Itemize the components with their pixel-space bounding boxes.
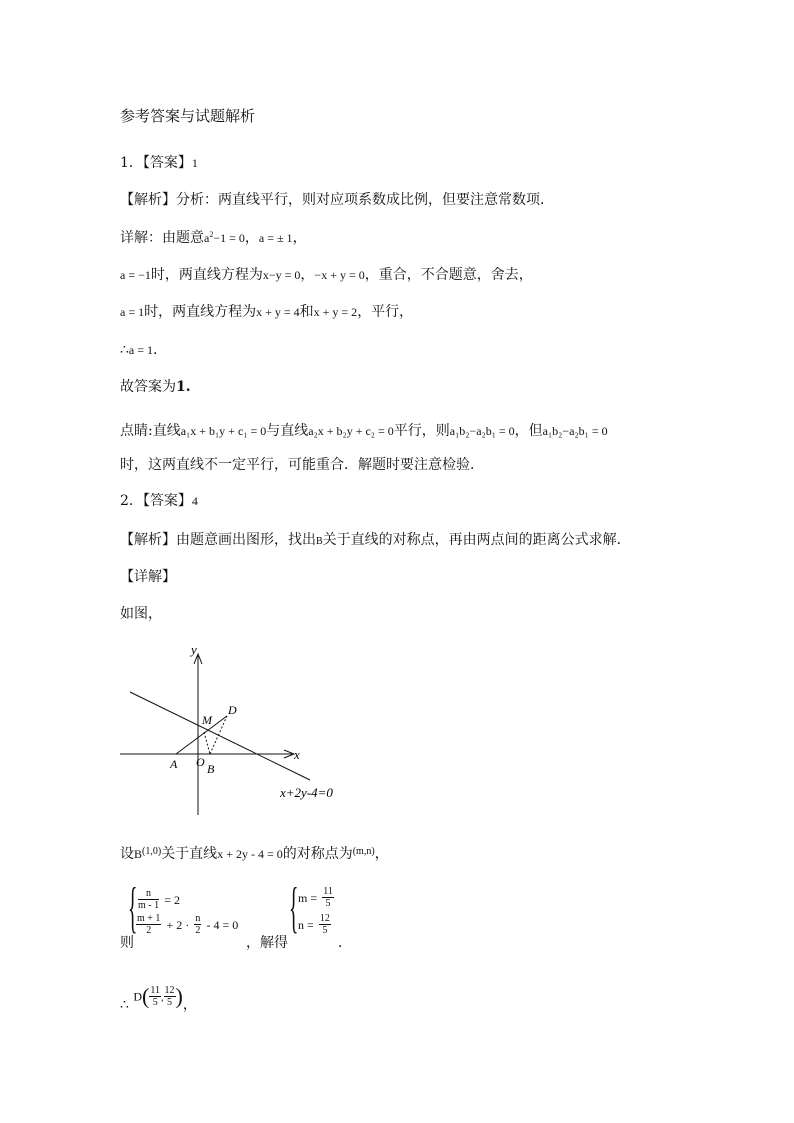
segment-MB: [204, 732, 210, 754]
q1-detail-prefix: 详解：由题意: [120, 230, 204, 246]
q2-d-point: ∴ D( $\frac{11}{5}$ , $\frac{12}{5}$ )，: [120, 983, 197, 1013]
q2-detail-tag: 【详解】: [120, 569, 176, 585]
q1-analysis: [120, 190, 554, 210]
q2-answer-line: [120, 491, 198, 511]
q1-note: 点睛:直线a₁x + b₁y + c₁ = 0与直线a₂x + b₂y + c₂ = 0平行，则a₁b₂−a₂b₁ = 0，但a₁b₂−a₂b₁ = 0: [120, 423, 608, 439]
coordinate-figure: [118, 640, 358, 820]
q1-detail-eq: $a^2-1 = 0$: [204, 230, 245, 245]
point-A-label: A: [170, 757, 178, 771]
point-O-label: O: [196, 755, 205, 769]
q1-analysis-text: 分析：两直线平行，则对应项系数成比例，但要注意常数项．: [176, 192, 554, 208]
q2-solve-end: ．: [338, 935, 352, 951]
solution-m: m = $\frac{11}{5}$: [298, 886, 333, 909]
q1-detail: 详解：由题意$a^2-1 = 0$，a = ± 1，: [120, 230, 307, 246]
x-axis-label: x: [294, 747, 300, 762]
segment-BD: [210, 716, 227, 754]
left-brace-solution: {: [289, 877, 299, 939]
left-brace-system: {: [128, 877, 138, 939]
q2-analysis: 【解析】由题意画出图形，找出B关于直线的对称点，再由两点间的距离公式求解．: [120, 532, 631, 548]
q2-answer: 4: [191, 494, 198, 508]
point-B-label: B: [207, 762, 215, 776]
q1-label: 1．【答案】: [120, 155, 192, 171]
q1-case1: a = −1时，两直线方程为x−y = 0，−x + y = 0，重合，不合题意，舍去，: [120, 267, 533, 283]
given-line-label: x+2y-4=0: [280, 785, 333, 800]
equation-2: $\frac{m + 1}{2}$ + 2 · $\frac{n}{2}$ - 4 = 0: [137, 913, 239, 936]
solution-n: n = $\frac{12}{5}$: [298, 913, 330, 936]
equation-1: $\frac{n}{m - 1}$ = 2: [138, 888, 180, 911]
point-D-label: D: [228, 703, 237, 717]
q1-conclusion: ∴a = 1．: [120, 342, 168, 358]
q1-note-cont: 时，这两直线不一定平行，可能重合．解题时要注意检验．: [120, 457, 484, 473]
q1-final: 故答案为1.: [120, 379, 191, 395]
q1-answer: 1: [191, 156, 198, 170]
q1-case2: a = 1时，两直线方程为x + y = 4和x + y = 2，平行，: [120, 304, 414, 320]
q1-analysis-tag: 【解析】: [120, 192, 176, 208]
y-axis-label: y: [191, 642, 197, 657]
q2-set-line: 设B$^{(1,0)}$关于直线x + 2y - 4 = 0的对称点为$^{(m,n)}$，: [120, 846, 389, 862]
given-line: [130, 692, 310, 780]
q2-label: 2．【答案】: [120, 493, 192, 509]
q2-as-figure: 如图，: [120, 606, 162, 622]
q1-answer-line: [120, 153, 198, 173]
q1-final-answer: 1.: [176, 379, 191, 395]
q2-then: 则: [120, 935, 134, 951]
point-M-label: M: [202, 713, 212, 727]
q2-solve-text: ，解得: [246, 935, 288, 951]
section-heading: 参考答案与试题解析: [120, 107, 256, 125]
q1-detail-eq2: a = ± 1: [258, 231, 293, 245]
